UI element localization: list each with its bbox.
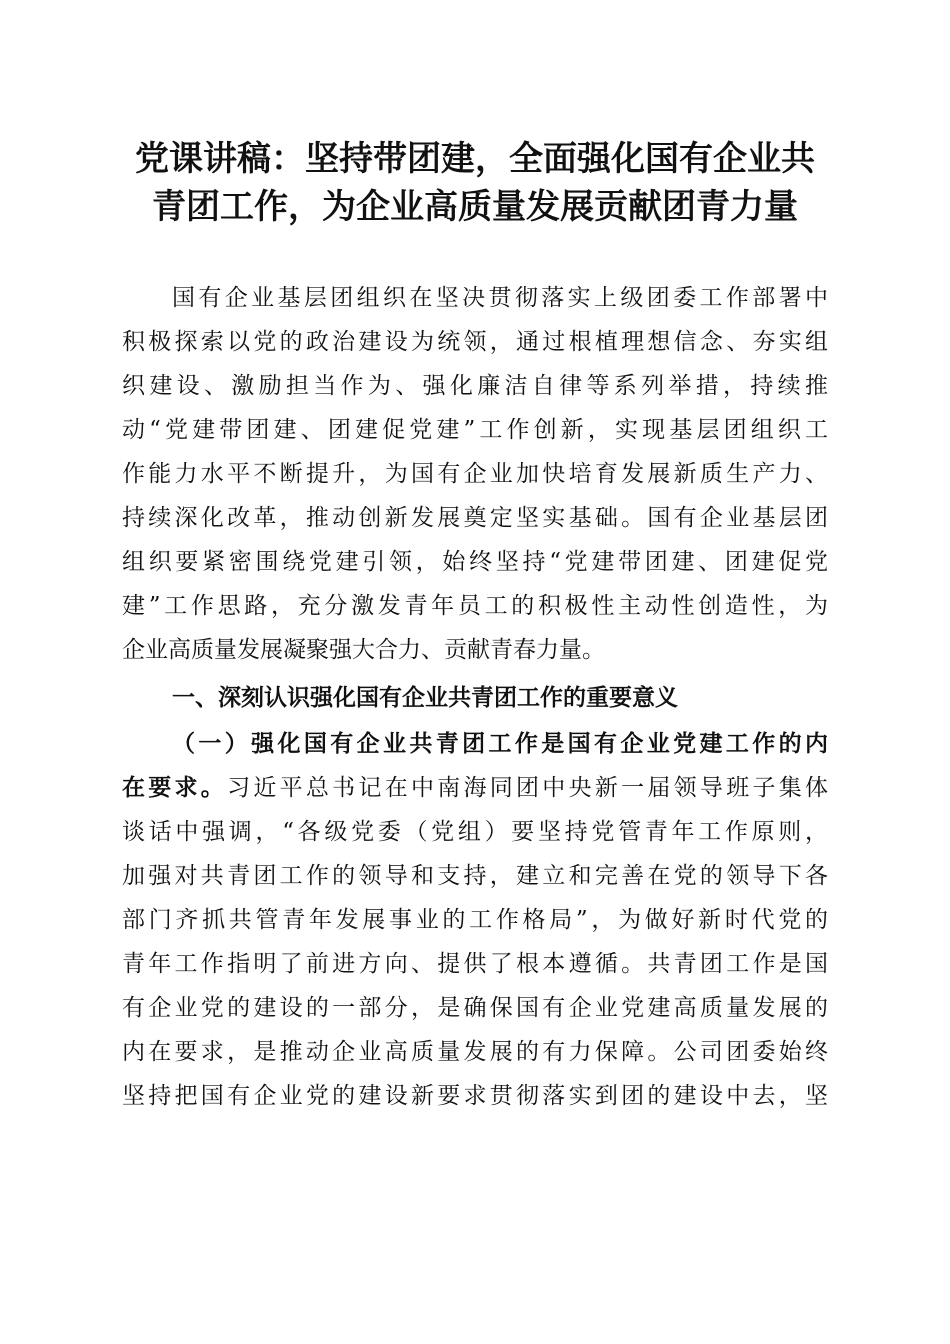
paragraph-2-line-text: 习近平总书记在中南海同团中央新一届领导班子集体: [227, 775, 829, 801]
paragraph-1-line: 组织要紧密围绕党建引领，始终坚持“党建带团建、团建促党: [122, 549, 828, 575]
paragraph-1-line: 建”工作思路，充分激发青年员工的积极性主动性创造性，为: [122, 593, 828, 619]
paragraph-2-bold-lead-end: 在要求。: [122, 775, 228, 801]
paragraph-1-line: 国有企业基层团组织在坚决贯彻落实上级团委工作部署中: [172, 285, 828, 311]
paragraph-1-line: 企业高质量发展凝聚强大合力、贡献青春力量。: [122, 637, 605, 663]
paragraph-1-line: 织建设、激励担当作为、强化廉洁自律等系列举措，持续推: [122, 373, 828, 399]
document-title-line-2: 青团工作，为企业高质量发展贡献团青力量: [152, 187, 798, 227]
paragraph-1-line: 积极探索以党的政治建设为统领，通过根植理想信念、夯实组: [122, 329, 828, 355]
paragraph-2-line: 谈话中强调，“各级党委（党组）要坚持党管青年工作原则，: [122, 819, 828, 845]
document-title-line-1: 党课讲稿：坚持带团建，全面强化国有企业共: [135, 139, 815, 179]
paragraph-2-bold-lead: （一）强化国有企业共青团工作是国有企业党建工作的内: [172, 731, 828, 757]
paragraph-2-line: [122, 766, 828, 810]
paragraph-2-line: 有企业党的建设的一部分，是确保国有企业党建高质量发展的: [122, 995, 828, 1021]
paragraph-1-line: 动“党建带团建、团建促党建”工作创新，实现基层团组织工: [122, 417, 828, 443]
paragraph-2-line: 加强对共青团工作的领导和支持，建立和完善在党的领导下各: [122, 863, 828, 889]
paragraph-2-line: 部门齐抓共管青年发展事业的工作格局”，为做好新时代党的: [122, 907, 828, 933]
paragraph-1-line: 持续深化改革，推动创新发展奠定坚实基础。国有企业基层团: [122, 505, 828, 531]
paragraph-2-line: 内在要求，是推动企业高质量发展的有力保障。公司团委始终: [122, 1039, 828, 1065]
paragraph-2-line: 青年工作指明了前进方向、提供了根本遵循。共青团工作是国: [122, 951, 828, 977]
section-1-heading: 一、深刻认识强化国有企业共青团工作的重要意义: [172, 685, 678, 711]
paragraph-1-line: 作能力水平不断提升，为国有企业加快培育发展新质生产力、: [122, 461, 828, 487]
paragraph-2-line: 坚持把国有企业党的建设新要求贯彻落实到团的建设中去，坚: [122, 1083, 828, 1109]
